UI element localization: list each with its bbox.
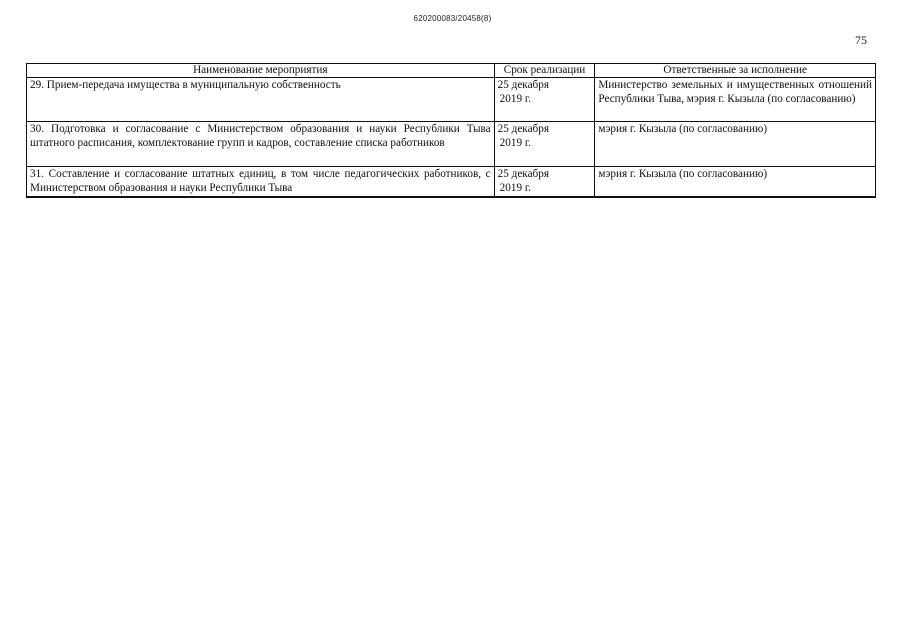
column-header-responsible: Ответственные за исполнение <box>595 64 876 78</box>
measure-name: 31. Составление и согласование штатных единиц, в том числе педагогических работников, с Министерством образования и науки Республики Тыва <box>27 167 495 197</box>
measure-responsible: мэрия г. Кызыла (по согласованию) <box>595 167 876 197</box>
table-row <box>27 122 876 167</box>
page-number: 75 <box>855 33 867 47</box>
table-row <box>27 78 876 122</box>
measure-name: 29. Прием-передача имущества в муниципальную собственность <box>27 78 495 122</box>
term-day: 25 декабря <box>497 168 549 180</box>
measure-responsible: Министерство земельных и имущественных отношений Республики Тыва, мэрия г. Кызыла (по согласованию) <box>595 78 876 122</box>
measure-name: 30. Подготовка и согласование с Министерством образования и науки Республики Тыва штатного расписания, комплектование групп и кадров, составление списка работников <box>27 122 495 167</box>
table-row <box>27 167 876 197</box>
term-day: 25 декабря <box>497 79 549 91</box>
measure-responsible: мэрия г. Кызыла (по согласованию) <box>595 122 876 167</box>
term-year: 2019 г. <box>499 93 531 105</box>
term-year: 2019 г. <box>499 182 531 194</box>
term-day: 25 декабря <box>497 123 549 135</box>
measure-term <box>494 78 595 122</box>
table-header-row <box>27 64 876 78</box>
column-header-name: Наименование мероприятия <box>27 64 495 78</box>
term-year: 2019 г. <box>499 137 531 149</box>
measure-term <box>494 167 595 197</box>
document-id: 620200083/20458(8) <box>413 14 492 23</box>
measure-term <box>494 122 595 167</box>
column-header-term: Срок реализации <box>494 64 595 78</box>
measures-table <box>26 63 876 198</box>
